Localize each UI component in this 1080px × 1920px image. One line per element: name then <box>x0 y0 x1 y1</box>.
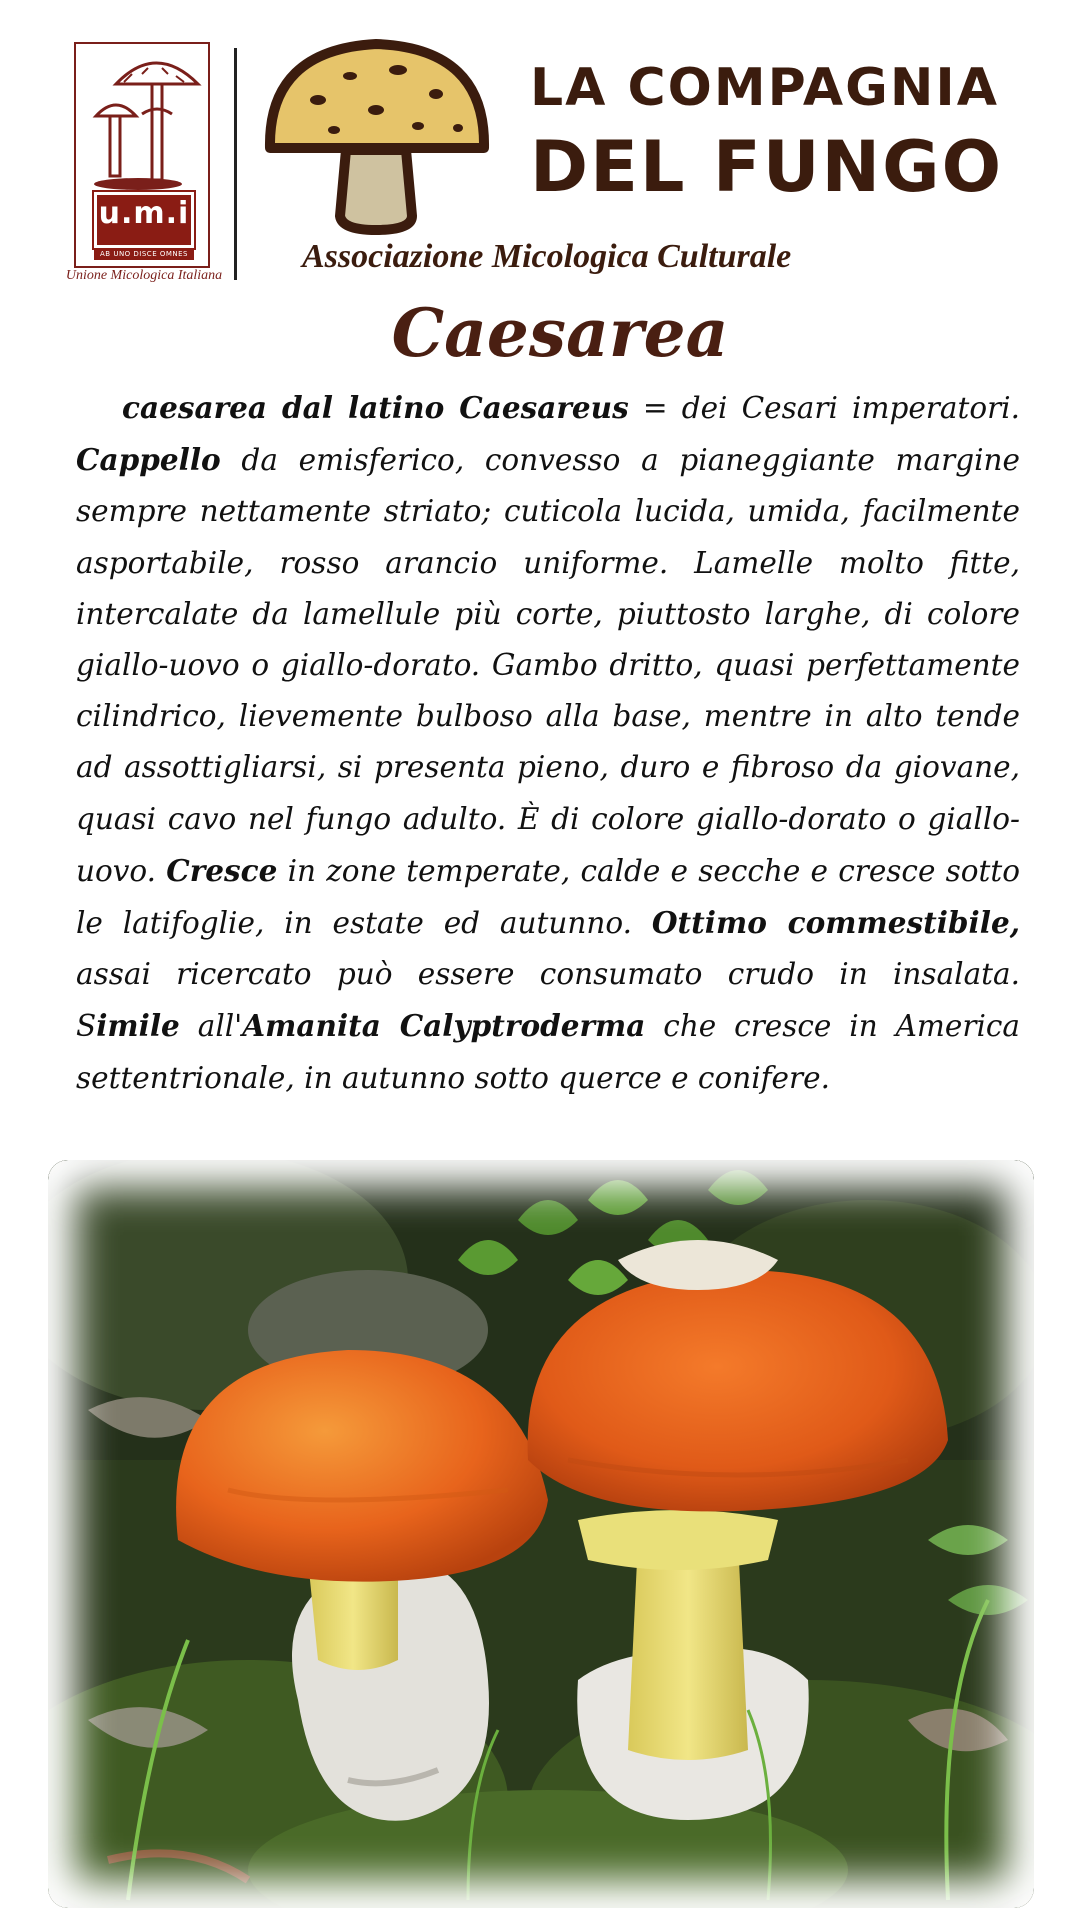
header-divider <box>234 48 237 280</box>
description-text <box>76 382 1020 1104</box>
description-segment: assai ricercato può essere consumato crudo in insalata. S <box>76 957 1020 1044</box>
caesar-mushrooms-illustration <box>48 1160 1034 1908</box>
umi-logo <box>58 42 230 282</box>
description-segment: all' <box>179 1009 243 1044</box>
umi-motto: AB UNO DISCE OMNES <box>94 248 194 260</box>
description-segment: Cappello <box>76 442 221 478</box>
description-segment: in zone temperate, calde e secche e cresce sotto le latifoglie, in estate ed autunno. <box>76 853 1020 941</box>
mushroom-logo-icon <box>258 30 496 240</box>
umi-logo-frame <box>74 42 210 268</box>
description-segment: da emisferico, convesso a pianeggiante margine sempre nettamente striato; cuticola lucida, umida, facilmente asportabile, rosso arancio uniforme. Lamelle molto fitte, intercalate da lamellule più corte, piuttosto larghe, di colore giallo-uovo o giallo-dorato. Gambo dritto, quasi perfettamente cilindrico, lievemente bulboso alla base, mentre in alto tende ad assottigliarsi, si presenta pieno, duro e fibroso da giovane, quasi cavo nel fungo adulto. È di colore giallo-dorato o giallo-uovo. <box>76 443 1020 888</box>
umi-mark-text: u.m.i <box>98 196 190 231</box>
brand-title-line1: LA COMPAGNIA <box>530 58 999 118</box>
description-segment: Amanita Calyptroderma <box>242 1008 646 1044</box>
description-segment: = dei Cesari imperatori. <box>628 391 1020 425</box>
description-segment: Cresce <box>166 852 278 888</box>
brand-title-line2: DEL FUNGO <box>530 126 1004 208</box>
description-segment: che cresce in America settentrionale, in autunno sotto querce e conifere. <box>76 1009 1020 1095</box>
umi-mark <box>94 192 194 248</box>
umi-caption: Unione Micologica Italiana <box>65 268 223 283</box>
mushroom-photo <box>48 1160 1034 1908</box>
description-segment: imile <box>96 1008 180 1044</box>
description-segment: caesarea dal latino Caesareus <box>122 390 629 425</box>
description-segment: Ottimo commestibile, <box>651 905 1020 941</box>
parasol-mushroom-icon <box>76 44 212 194</box>
page-title: Caesarea <box>391 294 729 372</box>
brand-subtitle: Associazione Micologica Culturale <box>302 238 792 275</box>
